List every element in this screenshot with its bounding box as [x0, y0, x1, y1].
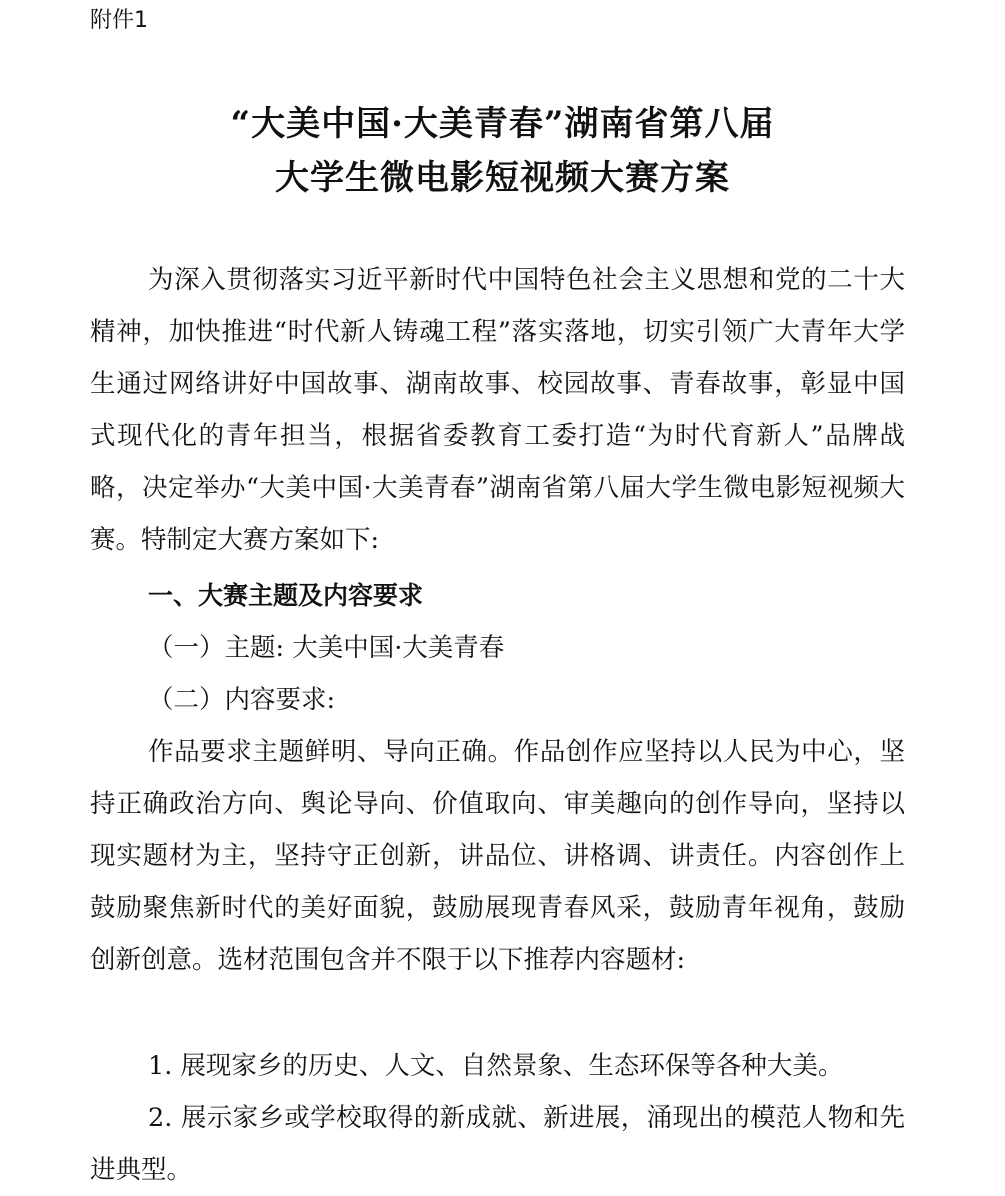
intro-paragraph-block	[90, 254, 905, 566]
list-item-2-block	[90, 1092, 905, 1196]
content-paragraph: 作品要求主题鲜明、导向正确。作品创作应坚持以人民为中心，坚持正确政治方向、舆论导向、价值取向、审美趣向的创作导向，坚持以现实题材为主，坚持守正创新，讲品位、讲格调、讲责任。内容创作上鼓励聚焦新时代的美好面貌，鼓励展现青春风采，鼓励青年视角，鼓励创新创意。选材范围包含并不限于以下推荐内容题材:	[90, 737, 905, 975]
list-item-1-block	[90, 1040, 905, 1092]
section-1-sub-1: （一）主题: 大美中国·大美青春	[148, 633, 505, 663]
document-title-line-1: “大美中国·大美青春”湖南省第八届	[230, 104, 775, 144]
attachment-label: 附件1	[90, 8, 148, 33]
content-paragraph-block	[90, 726, 905, 986]
document-title-line-2: 大学生微电影短视频大赛方案	[275, 158, 730, 198]
intro-paragraph: 为深入贯彻落实习近平新时代中国特色社会主义思想和党的二十大精神，加快推进“时代新人铸魂工程”落实落地，切实引领广大青年大学生通过网络讲好中国故事、湖南故事、校园故事、青春故事，彰显中国式现代化的青年担当，根据省委教育工委打造“为时代育新人”品牌战略，决定举办“大美中国·大美青春”湖南省第八届大学生微电影短视频大赛。特制定大赛方案如下:	[90, 265, 905, 555]
section-1-heading: 一、大赛主题及内容要求	[148, 581, 424, 610]
section-1-sub-2: （二）内容要求:	[148, 685, 336, 715]
list-item: 1. 展现家乡的历史、人文、自然景象、生态环保等各种大美。	[148, 1051, 844, 1081]
list-item: 2. 展示家乡或学校取得的新成就、新进展，涌现出的模范人物和先进典型。	[90, 1103, 905, 1185]
